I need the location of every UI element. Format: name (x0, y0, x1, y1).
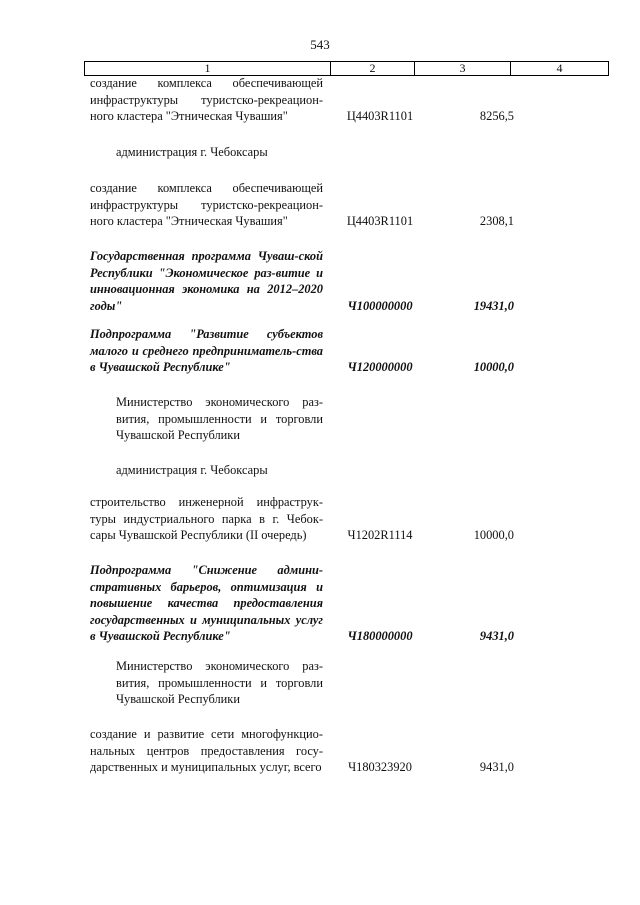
row-description: Подпрограмма "Снижение админи-стративных барьеров, оптимизация и повышение качества предоставления государственных и муниципальных услуг в Чувашской Республике" (90, 563, 323, 644)
row-code: Ц4403R1101 (346, 109, 414, 124)
row-amount: 9431,0 (479, 760, 514, 775)
row-description: создание комплекса обеспечивающей инфраструктуры туристско-рекреацион-ного кластера "Этническая Чувашия" (90, 76, 323, 124)
row-description: Государственная программа Чуваш-ской Республики "Экономическое раз-витие и инновационная экономика на 2012–2020 годы" (90, 249, 323, 313)
row-code: Ч180000000 (347, 629, 413, 644)
row-description: создание и развитие сети многофункцио-нальных центров предоставления госу-дарственных и муниципальных услуг, всего (90, 727, 323, 775)
row-description: строительство инженерной инфраструк-туры индустриального парка в г. Чебок-сары Чувашской Республики (II очередь) (90, 495, 323, 543)
table-row (90, 562, 530, 645)
row-description: администрация г. Чебоксары (116, 145, 268, 159)
row-description: Подпрограмма "Развитие субъектов малого и среднего предприниматель-ства в Чувашской Республике" (90, 327, 323, 375)
table-row (90, 658, 530, 708)
row-code: Ч1202R1114 (347, 528, 413, 543)
table-row (90, 326, 530, 376)
table-header (84, 61, 609, 76)
row-code: Ч180323920 (348, 760, 412, 775)
row-amount: 8256,5 (479, 109, 514, 124)
column-header-2: 2 (331, 62, 415, 75)
table-row (90, 144, 530, 161)
table-row (90, 180, 530, 230)
column-header-4: 4 (556, 61, 563, 75)
table-row (90, 75, 530, 125)
row-amount: 9431,0 (479, 629, 514, 644)
row-code: Ц4403R1101 (346, 214, 414, 229)
row-amount: 10000,0 (473, 528, 514, 543)
column-header-1: 1 (85, 62, 331, 75)
page-number: 543 (310, 37, 330, 52)
row-amount: 10000,0 (473, 360, 514, 375)
table-row (90, 494, 530, 544)
row-description: Министерство экономического раз-вития, промышленности и торговли Чувашской Республики (116, 659, 323, 707)
row-code: Ч120000000 (347, 360, 413, 375)
row-description: создание комплекса обеспечивающей инфраструктуры туристско-рекреацион-ного кластера "Этническая Чувашия" (90, 181, 323, 229)
column-header-3: 3 (415, 62, 511, 75)
table-row (90, 248, 530, 314)
table-row (90, 394, 530, 444)
row-description: администрация г. Чебоксары (116, 463, 268, 477)
row-description: Министерство экономического раз-вития, промышленности и торговли Чувашской Республики (116, 395, 323, 443)
row-amount: 2308,1 (479, 214, 514, 229)
row-code: Ч100000000 (347, 298, 413, 313)
table-row (90, 726, 530, 776)
table-row (90, 462, 530, 479)
row-amount: 19431,0 (473, 298, 514, 313)
